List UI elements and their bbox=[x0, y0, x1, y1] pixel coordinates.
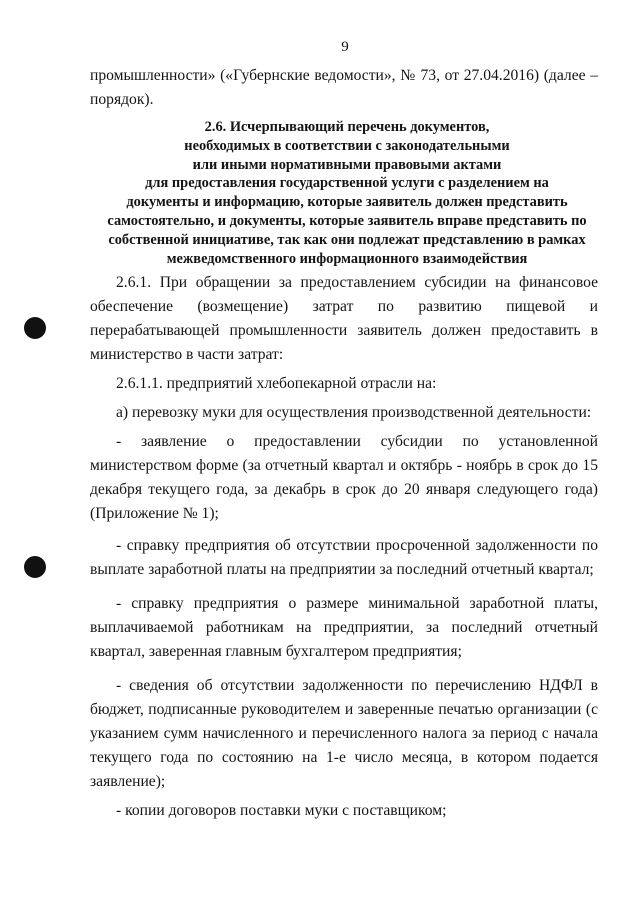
list-item: - справку предприятия о размере минимальной заработной платы, выплачиваемой работникам на предприятии, за последний отчетный квартал, заверенная главным бухгалтером предприятия; bbox=[90, 595, 598, 660]
section-heading-line: или иными нормативными правовыми актами bbox=[192, 156, 502, 173]
section-heading-line: необходимых в соответствии с законодательными bbox=[184, 137, 510, 154]
section-heading-line: самостоятельно, и документы, которые заявитель вправе представить по bbox=[107, 212, 587, 229]
list-item: - копии договоров поставки муки с поставщиком; bbox=[116, 802, 447, 819]
section-heading-line: для предоставления государственной услуги с разделением на bbox=[145, 175, 549, 192]
section-heading-line: межведомственного информационного взаимодействия bbox=[166, 250, 528, 267]
page-number: 9 bbox=[341, 39, 349, 55]
binder-hole-mark bbox=[24, 317, 46, 339]
list-item: - сведения об отсутствии задолженности по перечислению НДФЛ в бюджет, подписанные руководителем и заверенные печатью организации (с указанием сумм начисленного и перечисленного налога за период с начала текущего года по состоянию на 1-е число месяца, в котором подается заявление); bbox=[90, 677, 598, 790]
binder-hole-mark bbox=[24, 556, 46, 578]
intro-text-block bbox=[90, 64, 598, 112]
list-item: - справку предприятия об отсутствии просроченной задолженности по выплате заработной платы на предприятии за последний отчетный квартал; bbox=[90, 537, 598, 578]
section-heading-line: 2.6. Исчерпывающий перечень документов, bbox=[204, 119, 490, 135]
paragraph-item-a: а) перевозку муки для осуществления производственной деятельности: bbox=[116, 404, 592, 421]
section-heading-line: документы и информацию, которые заявитель должен представить bbox=[126, 194, 568, 211]
paragraph-2-6-1-1: 2.6.1.1. предприятий хлебопекарной отрасли на: bbox=[116, 375, 437, 392]
section-heading-line: собственной инициативе, так как они подлежат представлению в рамках bbox=[108, 231, 586, 248]
paragraph-2-6-1: 2.6.1. При обращении за предоставлением субсидии на финансовое обеспечение (возмещение) затрат по развитию пищевой и перерабатывающей промышленности заявитель должен предоставить в министерство в части затрат: bbox=[90, 274, 598, 363]
list-item: - заявление о предоставлении субсидии по установленной министерством форме (за отчетный квартал и октябрь - ноябрь в срок до 15 декабря текущего года, за декабрь в срок до 20 января следующего года) (Приложение № 1); bbox=[90, 433, 598, 522]
section-heading bbox=[85, 118, 609, 268]
body-text bbox=[90, 271, 598, 823]
intro-paragraph: промышленности» («Губернские ведомости», № 73, от 27.04.2016) (далее – порядок). bbox=[90, 67, 598, 108]
